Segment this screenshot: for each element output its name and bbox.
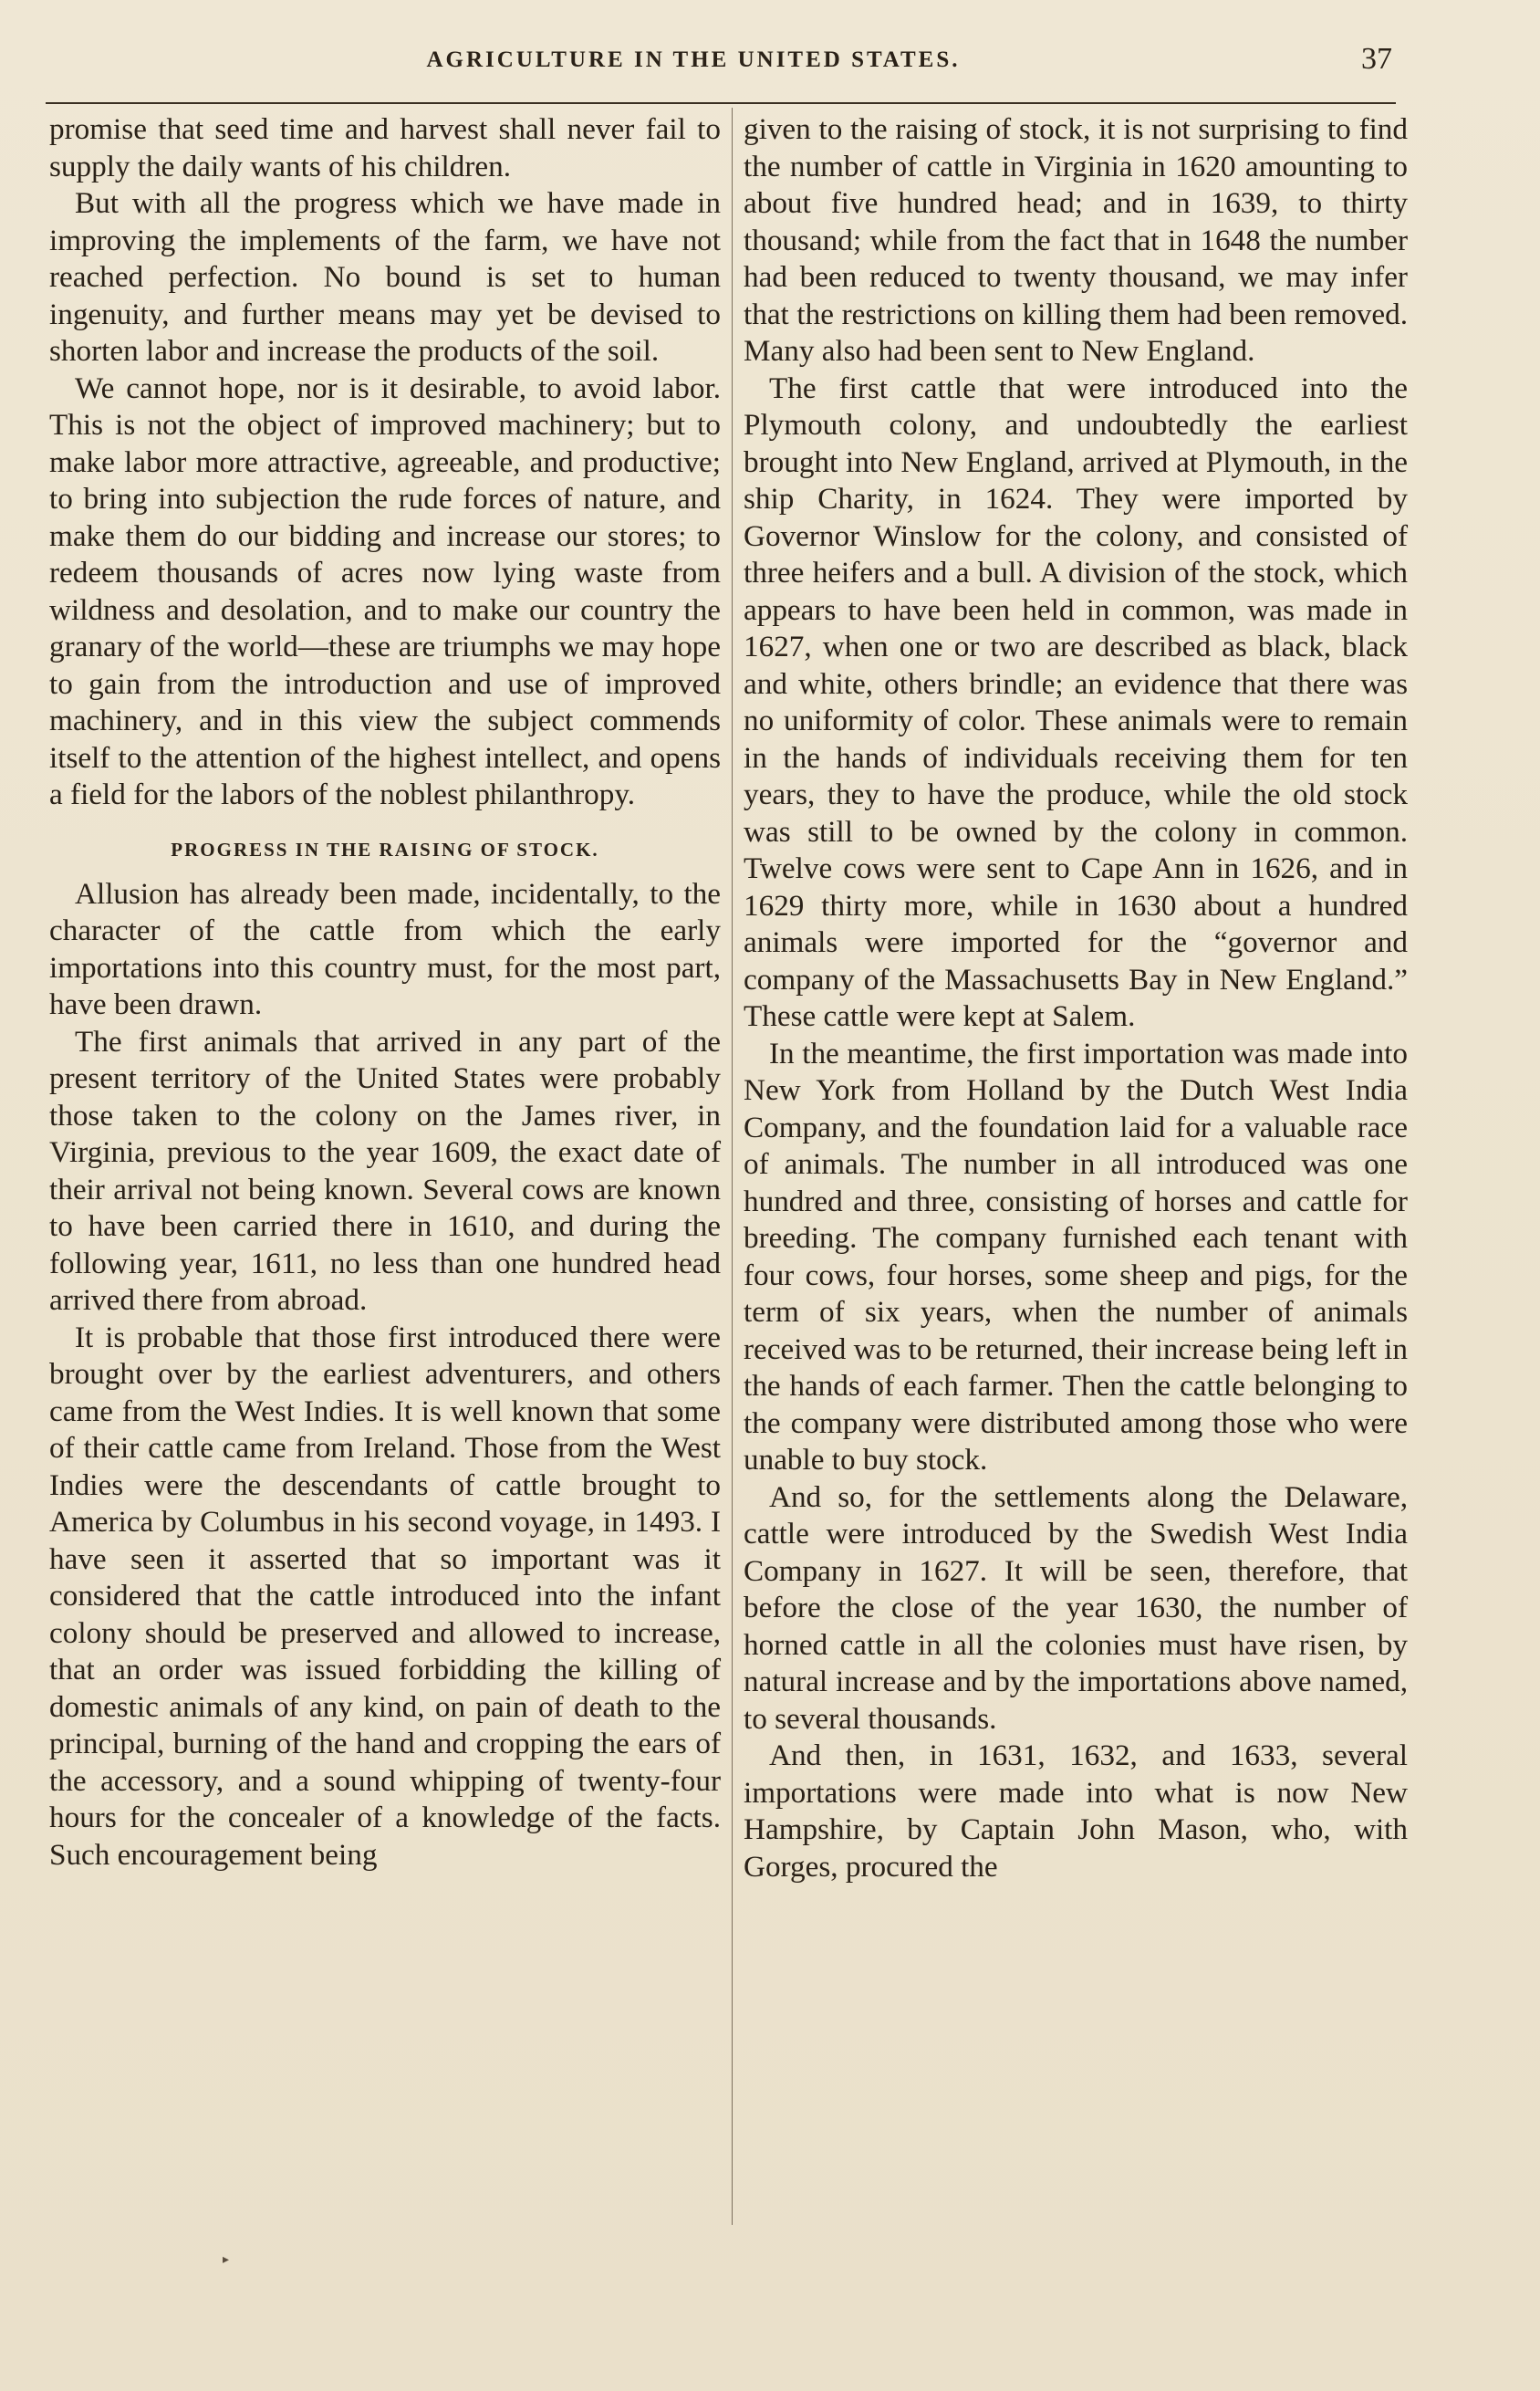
right-column [744, 111, 1408, 1885]
paragraph: In the meantime, the first importation was made into New York from Holland by the Dutch West India Company, and the foundation laid for a valuable race of animals. The number in all introduced was one hundred and three, consisting of horses and cattle for breeding. The company furnished each tenant with four cows, four horses, some sheep and pigs, for the term of six years, when the number of animals received was to be returned, their increase being left in the hands of each farmer. Then the cattle belonging to the company were distributed among those who were unable to buy stock. [744, 1036, 1408, 1477]
paragraph: The first animals that arrived in any part of the present territory of the United States were probably those taken to the colony on the James river, in Virginia, previous to the year 1609, the exact date of their arrival not being known. Several cows are known to have been carried there in 1610, and during the following year, 1611, no less than one hundred head arrived there from abroad. [49, 1024, 721, 1317]
header-rule [46, 102, 1396, 104]
printer-mark: ▸ [223, 2253, 230, 2267]
section-heading: PROGRESS IN THE RAISING OF STOCK. [171, 838, 599, 861]
paragraph: And so, for the settlements along the Delaware, cattle were introduced by the Swedish West India Company in 1627. It will be seen, therefore, that before the close of the year 1630, the number of horned cattle in all the colonies must have risen, by natural increase and by the importations above named, to several thousands. [744, 1479, 1408, 1736]
paragraph: We cannot hope, nor is it desirable, to avoid labor. This is not the object of improved machinery; but to make labor more attractive, agreeable, and productive; to bring into subjection the rude forces of nature, and make them do our bidding and increase our stores; to redeem thousands of acres now lying waste from wildness and desolation, and to make our country the granary of the world—these are triumphs we may hope to gain from the introduction and use of improved machinery, and in this view the subject commends itself to the attention of the highest intellect, and opens a field for the labors of the noblest philanthropy. [49, 371, 721, 811]
left-column [49, 111, 721, 1874]
paragraph: given to the raising of stock, it is not surprising to find the number of cattle in Virginia in 1620 amounting to about five hundred head; and in 1639, to thirty thousand; while from the fact that in 1648 the number had been reduced to twenty thousand, we may infer that the restrictions on killing them had been removed. Many also had been sent to New England. [744, 112, 1408, 368]
running-header: AGRICULTURE IN THE UNITED STATES. [426, 47, 961, 72]
paragraph: Allusion has already been made, incidentally, to the character of the cattle from which the early importations into this country must, for the most part, have been drawn. [49, 876, 721, 1021]
paragraph: But with all the progress which we have made in improving the implements of the farm, we have not reached perfection. No bound is set to human ingenuity, and further means may yet be devised to shorten labor and increase the products of the soil. [49, 186, 721, 368]
page-number: 37 [1361, 42, 1392, 76]
paragraph: The first cattle that were introduced into the Plymouth colony, and undoubtedly the earliest brought into New England, arrived at Plymouth, in the ship Charity, in 1624. They were imported by Governor Winslow for the colony, and consisted of three heifers and a bull. A division of the stock, which appears to have been held in common, was made in 1627, when one or two are described as black, black and white, others brindle; an evidence that there was no uniformity of color. These animals were to remain in the hands of individuals receiving them for ten years, they to have the produce, while the old stock was still to be owned by the colony in common. Twelve cows were sent to Cape Ann in 1626, and in 1629 thirty more, while in 1630 about a hundred animals were imported for the “governor and company of the Massachusetts Bay in New England.” These cattle were kept at Salem. [744, 371, 1408, 1033]
paragraph: And then, in 1631, 1632, and 1633, several importations were made into what is now New Hampshire, by Captain John Mason, who, with Gorges, procured the [744, 1738, 1408, 1884]
paragraph: promise that seed time and harvest shall never fail to supply the daily wants of his children. [49, 112, 721, 183]
paragraph: It is probable that those first introduced there were brought over by the earliest adventurers, and others came from the West Indies. It is well known that some of their cattle came from Ireland. Those from the West Indies were the descendants of cattle brought to America by Columbus in his second voyage, in 1493. I have seen it asserted that so important was it considered that the cattle introduced into the infant colony should be preserved and allowed to increase, that an order was issued forbidding the killing of domestic animals of any kind, on pain of death to the principal, burning of the hand and cropping the ears of the accessory, and a sound whipping of twenty-four hours for the concealer of a knowledge of the facts. Such encouragement being [49, 1320, 721, 1872]
column-divider [732, 108, 733, 2225]
